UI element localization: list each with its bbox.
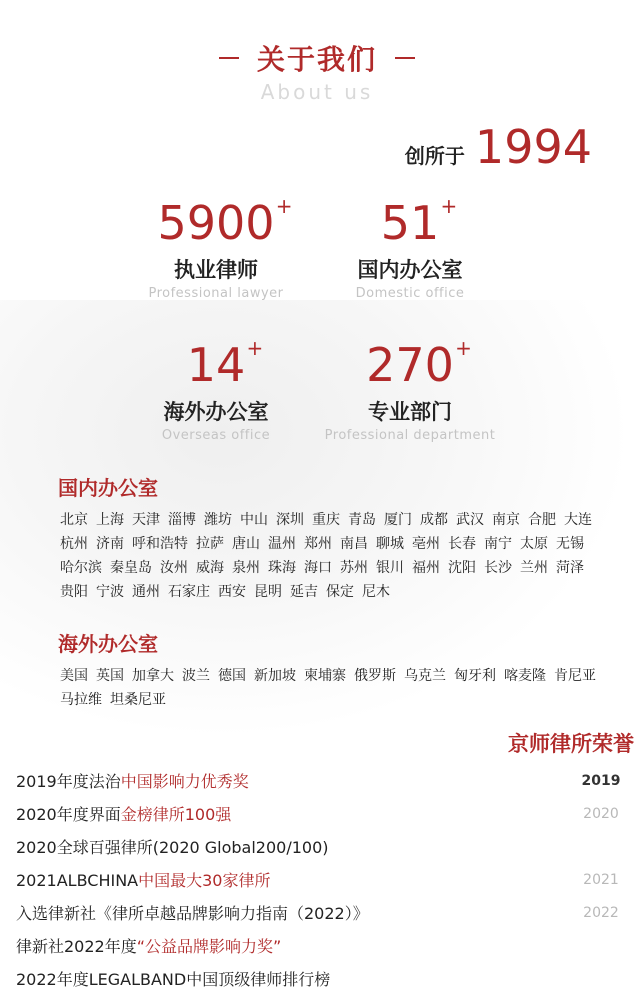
honor-text-highlight: 金榜律所100强 <box>120 805 232 824</box>
domestic-city: 天津 <box>132 512 160 528</box>
domestic-city: 深圳 <box>276 512 304 528</box>
honor-text-main: 入选律新社《律所卓越品牌影响力指南（2022）》 <box>16 904 369 923</box>
domestic-city: 秦皇岛 <box>110 560 152 576</box>
domestic-city: 温州 <box>268 536 296 552</box>
stat-label-en: Professional lawyer <box>148 286 284 301</box>
domestic-city: 南宁 <box>484 536 512 552</box>
domestic-city: 贵阳 <box>60 584 88 600</box>
honor-item <box>16 962 626 995</box>
honor-year: 2021 <box>583 871 619 888</box>
stat-value: 5900 + <box>157 194 293 250</box>
overseas-city: 新加坡 <box>254 668 296 684</box>
honor-text-highlight: “公益品牌影响力奖” <box>136 937 282 956</box>
overseas-city-list <box>60 666 600 710</box>
honor-text-main: 2019年度法治 <box>16 772 121 791</box>
domestic-city: 呼和浩特 <box>132 536 188 552</box>
domestic-city: 济南 <box>96 536 124 552</box>
honor-year: 2019 <box>581 772 621 789</box>
domestic-city: 重庆 <box>312 512 340 528</box>
domestic-city: 延吉 <box>290 584 318 600</box>
domestic-city: 青岛 <box>348 512 376 528</box>
overseas-city: 波兰 <box>182 668 210 684</box>
domestic-city: 淄博 <box>168 512 196 528</box>
domestic-offices-title: 国内办公室 <box>58 476 158 500</box>
domestic-city: 南京 <box>492 512 520 528</box>
plus-sign: + <box>246 336 264 360</box>
domestic-city: 厦门 <box>384 512 412 528</box>
domestic-city: 石家庄 <box>168 584 210 600</box>
honor-text <box>16 802 231 825</box>
domestic-city: 武汉 <box>456 512 484 528</box>
stat-overseas-offices <box>116 336 316 443</box>
overseas-offices-title: 海外办公室 <box>58 632 158 656</box>
honor-text-main: 2022年度LEGALBAND中国顶级律师排行榜 <box>16 970 331 989</box>
honor-item <box>16 797 626 830</box>
stat-label-en: Professional department <box>324 428 496 443</box>
overseas-city: 马拉维 <box>60 692 102 708</box>
domestic-city: 尼木 <box>362 584 390 600</box>
domestic-city: 沈阳 <box>448 560 476 576</box>
stat-label: 国内办公室 <box>357 257 463 282</box>
founded-block <box>405 120 592 174</box>
overseas-city: 肯尼亚 <box>554 668 596 684</box>
founded-label: 创所于 <box>404 144 465 168</box>
honors-title: 京师律所荣誉 <box>508 731 634 756</box>
honor-text <box>16 934 281 957</box>
honor-text-highlight: 中国最大30家律所 <box>138 871 271 890</box>
stat-departments <box>310 336 510 443</box>
plus-sign: + <box>455 336 472 360</box>
domestic-city: 大连 <box>564 512 592 528</box>
stat-value: 51 + <box>380 194 458 250</box>
domestic-city: 西安 <box>218 584 246 600</box>
domestic-city: 苏州 <box>340 560 368 576</box>
header <box>0 38 634 104</box>
overseas-city: 美国 <box>60 668 88 684</box>
honor-item <box>16 764 626 797</box>
domestic-city: 通州 <box>132 584 160 600</box>
title-row <box>0 38 634 78</box>
stat-label: 专业部门 <box>368 399 452 424</box>
honor-text <box>16 967 330 990</box>
domestic-city: 宁波 <box>96 584 124 600</box>
plus-sign: + <box>440 194 458 218</box>
domestic-city: 太原 <box>520 536 548 552</box>
honor-text-main: 律新社2022年度 <box>16 937 137 956</box>
honor-text-main: 2021ALBCHINA <box>16 871 139 890</box>
domestic-city: 威海 <box>196 560 224 576</box>
page-title: 关于我们 <box>256 43 377 76</box>
stat-lawyers <box>116 194 316 301</box>
plus-sign: + <box>275 194 293 218</box>
domestic-city: 上海 <box>96 512 124 528</box>
stat-label-en: Overseas office <box>161 428 271 443</box>
honor-year: 2022 <box>583 904 619 921</box>
overseas-city: 柬埔寨 <box>304 668 346 684</box>
domestic-city: 银川 <box>376 560 404 576</box>
stat-value: 14 + <box>186 336 264 392</box>
domestic-city: 长沙 <box>484 560 512 576</box>
overseas-city: 乌克兰 <box>404 668 446 684</box>
domestic-city: 聊城 <box>376 536 404 552</box>
honor-text-main: 2020全球百强律所(2020 Global200/100) <box>16 838 329 857</box>
domestic-city: 福州 <box>412 560 440 576</box>
stat-label-en: Domestic office <box>355 286 465 301</box>
domestic-city: 兰州 <box>520 560 548 576</box>
honors-list <box>16 764 626 995</box>
domestic-city: 亳州 <box>412 536 440 552</box>
stat-label: 执业律师 <box>174 257 258 282</box>
honor-item <box>16 896 626 929</box>
honor-year: 2020 <box>583 805 619 822</box>
stat-value: 270 + <box>366 336 472 392</box>
domestic-city: 菏泽 <box>556 560 584 576</box>
domestic-city: 南昌 <box>340 536 368 552</box>
domestic-city: 拉萨 <box>196 536 224 552</box>
domestic-city-list <box>60 510 600 602</box>
honor-text <box>16 868 270 891</box>
overseas-city: 匈牙利 <box>454 668 496 684</box>
domestic-city: 唐山 <box>232 536 260 552</box>
domestic-city: 北京 <box>60 512 88 528</box>
domestic-city: 无锡 <box>556 536 584 552</box>
domestic-city: 中山 <box>240 512 268 528</box>
honor-text <box>16 769 249 792</box>
domestic-city: 保定 <box>326 584 354 600</box>
honor-text-highlight: 中国影响力优秀奖 <box>120 772 249 791</box>
domestic-city: 哈尔滨 <box>60 560 102 576</box>
domestic-city: 珠海 <box>268 560 296 576</box>
domestic-city: 郑州 <box>304 536 332 552</box>
domestic-city: 长春 <box>448 536 476 552</box>
domestic-city: 合肥 <box>528 512 556 528</box>
founded-year: 1994 <box>474 120 592 174</box>
honor-text <box>16 835 329 858</box>
overseas-city: 喀麦隆 <box>504 668 546 684</box>
domestic-city: 汝州 <box>160 560 188 576</box>
title-dash-left <box>219 57 239 59</box>
domestic-city: 昆明 <box>254 584 282 600</box>
honor-item <box>16 863 626 896</box>
overseas-city: 英国 <box>96 668 124 684</box>
domestic-city: 海口 <box>304 560 332 576</box>
honor-item <box>16 830 626 863</box>
domestic-city: 成都 <box>420 512 448 528</box>
overseas-city: 坦桑尼亚 <box>110 692 166 708</box>
overseas-city: 俄罗斯 <box>354 668 396 684</box>
overseas-city: 德国 <box>218 668 246 684</box>
overseas-city: 加拿大 <box>132 668 174 684</box>
honor-item <box>16 929 626 962</box>
stat-domestic-offices <box>310 194 510 301</box>
domestic-city: 泉州 <box>232 560 260 576</box>
domestic-city: 杭州 <box>60 536 88 552</box>
stat-label: 海外办公室 <box>163 399 269 424</box>
page-subtitle: About us <box>260 80 374 104</box>
domestic-city: 潍坊 <box>204 512 232 528</box>
honor-text <box>16 901 369 924</box>
honor-text-main: 2020年度界面 <box>16 805 121 824</box>
title-dash-right <box>395 57 415 59</box>
